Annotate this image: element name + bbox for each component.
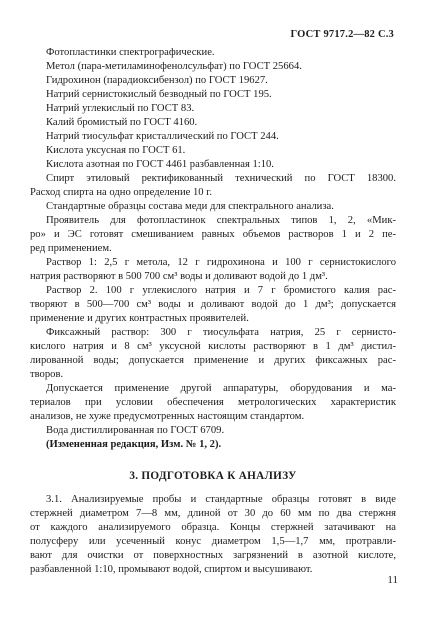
paragraph-line: разбавленной 1:10, промывают водой, спиртом и высушивают. (30, 564, 313, 575)
page-number: 11 (387, 574, 398, 586)
material-item: Гидрохинон (парадиоксибензол) по ГОСТ 19627. (46, 75, 268, 86)
paragraph-line: натрия растворяют в 500 700 см³ воды и доливают водой до 1 дм³. (30, 271, 328, 282)
material-item: Кислота азотная по ГОСТ 4461 разбавленная 1:10. (46, 159, 274, 170)
paragraph-line: Расход спирта на одно определение 10 г. (30, 187, 213, 198)
paragraph-line: кислого натрия и 8 см³ уксусной кислоты растворяют в 1 дм³ дистил- (30, 341, 396, 352)
paragraph-line: вают для очистки от поверхностных загрязнений в азотной кислоте, (30, 550, 396, 561)
paragraph-line: териалов при условии обеспечения метрологических характеристик (30, 397, 396, 408)
paragraph-line: Проявитель для фотопластинок спектральных типов 1, 2, «Мик- (46, 215, 396, 226)
material-item: Натрий сернистокислый безводный по ГОСТ 195. (46, 89, 272, 100)
paragraph-line: творов. (30, 369, 64, 380)
material-item: Фотопластинки спектрографические. (46, 47, 215, 58)
solution2-paragraph (30, 284, 396, 326)
document-body (30, 46, 396, 577)
paragraph-line: Фиксажный раствор: 300 г тиосульфата натрия, 25 г сернисто- (46, 327, 396, 338)
material-item: Натрий тиосульфат кристаллический по ГОСТ 244. (46, 131, 279, 142)
materials-list (30, 46, 396, 172)
water-line: Вода дистиллированная по ГОСТ 6709. (46, 425, 225, 436)
paragraph-line: Спирт этиловый ректификованный технический по ГОСТ 18300. (46, 173, 396, 184)
paragraph-line: Раствор 1: 2,5 г метола, 12 г гидрохинона и 100 г сернистокислого (46, 257, 396, 268)
material-item: Метол (пара-метиламинофенолсульфат) по ГОСТ 25664. (46, 61, 302, 72)
paragraph-line: от каждого анализируемого образца. Концы стержней затачивают на (30, 522, 396, 533)
paragraph-line: стержней диаметром 7—8 мм, длиной от 30 до 60 мм по два стержня (30, 508, 396, 519)
paragraph-line: Раствор 2. 100 г углекислого натрия и 7 г бромистого калия рас- (46, 285, 396, 296)
paragraph-line: ро» и ЭС готовят смешиванием равных объемов растворов 1 и 2 пе- (30, 229, 396, 240)
revision-note: (Измененная редакция, Изм. № 1, 2). (46, 439, 222, 450)
paragraph-line: анализов, не хуже предусмотренных настоящим стандартом. (30, 411, 305, 422)
section-paragraph (30, 493, 396, 577)
paragraph-line: лированной воды; допускается применение и других фиксажных рас- (30, 355, 396, 366)
paragraph-line: Допускается применение другой аппаратуры, оборудования и ма- (46, 383, 396, 394)
solution1-paragraph (30, 256, 396, 284)
developer-paragraph (30, 214, 396, 256)
material-item: Натрий углекислый по ГОСТ 83. (46, 103, 195, 114)
alcohol-paragraph (30, 172, 396, 200)
paragraph-line: применение и других контрастных проявителей. (30, 313, 249, 324)
document-header: ГОСТ 9717.2—82 С.3 (290, 29, 394, 40)
paragraph-line: ред применением. (30, 243, 112, 254)
paragraph-line: 3.1. Анализируемые пробы и стандартные образцы готовят в виде (46, 494, 396, 505)
material-item: Калий бромистый по ГОСТ 4160. (46, 117, 198, 128)
fixer-paragraph (30, 326, 396, 382)
section-title: 3. ПОДГОТОВКА К АНАЛИЗУ (129, 470, 297, 482)
standards-line: Стандартные образцы состава меди для спектрального анализа. (46, 201, 334, 212)
material-item: Кислота уксусная по ГОСТ 61. (46, 145, 186, 156)
paragraph-line: полусферу или усеченный конус диаметром 1,5—1,7 мм, протравли- (30, 536, 396, 547)
paragraph-line: творяют в 500—700 см³ воды и доливают водой до 1 дм³; допускается (30, 299, 396, 310)
equipment-paragraph (30, 382, 396, 424)
